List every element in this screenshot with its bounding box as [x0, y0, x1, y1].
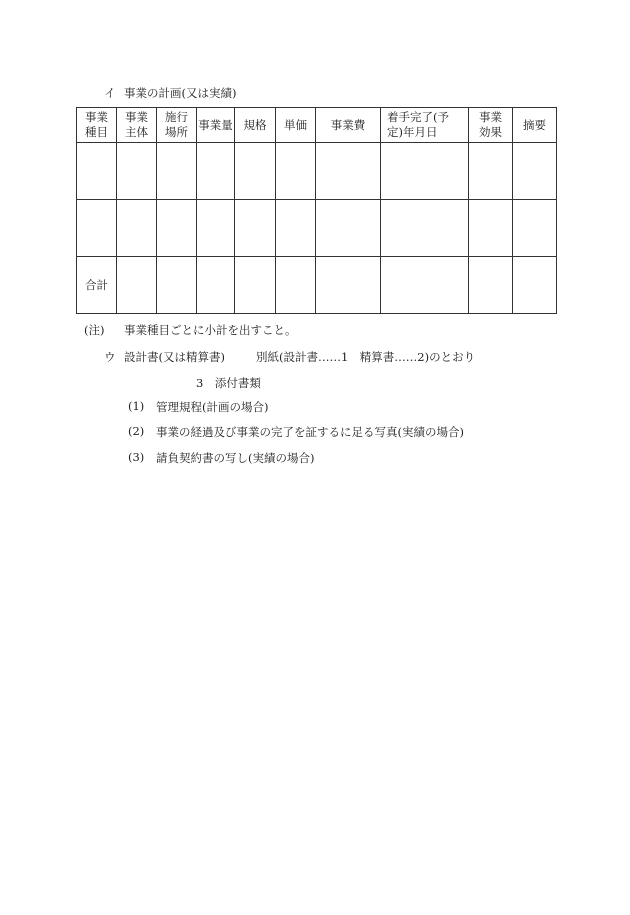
table-cell	[117, 143, 157, 200]
table-total-row	[77, 257, 557, 314]
item-u-value: 別紙(設計書……1 精算書……2)のとおり	[256, 350, 476, 364]
table-cell	[381, 257, 469, 314]
table-cell	[197, 200, 235, 257]
header-cell: 事業量	[197, 108, 235, 143]
header-cell: 摘要	[513, 108, 557, 143]
item-u-label: 設計書(又は精算書)	[124, 350, 225, 364]
table-cell	[77, 200, 117, 257]
table-cell	[381, 143, 469, 200]
header-cell: 事業 効果	[469, 108, 513, 143]
table-cell	[235, 257, 276, 314]
table-row	[77, 200, 557, 257]
attachment-number: (3)	[128, 450, 145, 464]
table-row	[77, 143, 557, 200]
attachments-heading: 3 添付書類	[196, 376, 261, 390]
table-cell	[513, 143, 557, 200]
table-cell	[197, 143, 235, 200]
header-cell: 着手完了(予 定)年月日	[381, 108, 469, 143]
attachment-number: (1)	[128, 399, 145, 413]
table-cell	[276, 257, 316, 314]
attachment-item: 事業の経過及び事業の完了を証するに足る写真(実績の場合)	[156, 425, 464, 439]
header-cell: 事業費	[316, 108, 381, 143]
table-cell	[197, 257, 235, 314]
note-text: 事業種目ごとに小計を出すこと。	[124, 323, 297, 337]
table-cell	[316, 257, 381, 314]
attachment-item: 請負契約書の写し(実績の場合)	[156, 451, 315, 465]
plan-table	[76, 107, 557, 314]
table-cell	[276, 143, 316, 200]
table-cell	[235, 200, 276, 257]
table-cell	[316, 200, 381, 257]
table-cell	[117, 200, 157, 257]
table-cell	[276, 200, 316, 257]
table-cell	[469, 200, 513, 257]
header-cell: 単価	[276, 108, 316, 143]
table-cell	[157, 143, 197, 200]
table-cell	[513, 257, 557, 314]
table-cell	[235, 143, 276, 200]
table-cell	[157, 257, 197, 314]
table-cell	[381, 200, 469, 257]
header-cell: 事業 種目	[77, 108, 117, 143]
table-cell	[469, 143, 513, 200]
header-cell: 施行 場所	[157, 108, 197, 143]
note-marker: (注)	[84, 323, 105, 337]
header-cell: 規格	[235, 108, 276, 143]
table-cell	[469, 257, 513, 314]
table-header-row	[77, 108, 557, 143]
table-cell	[117, 257, 157, 314]
section-marker: イ	[104, 86, 116, 100]
table-cell	[316, 143, 381, 200]
table-cell	[77, 143, 117, 200]
item-u-marker: ウ	[104, 350, 116, 364]
total-label-cell: 合計	[77, 257, 117, 314]
attachment-item: 管理規程(計画の場合)	[156, 400, 269, 414]
table-cell	[513, 200, 557, 257]
header-cell: 事業 主体	[117, 108, 157, 143]
attachment-number: (2)	[128, 424, 145, 438]
section-heading: 事業の計画(又は実績)	[124, 86, 237, 100]
table-cell	[157, 200, 197, 257]
